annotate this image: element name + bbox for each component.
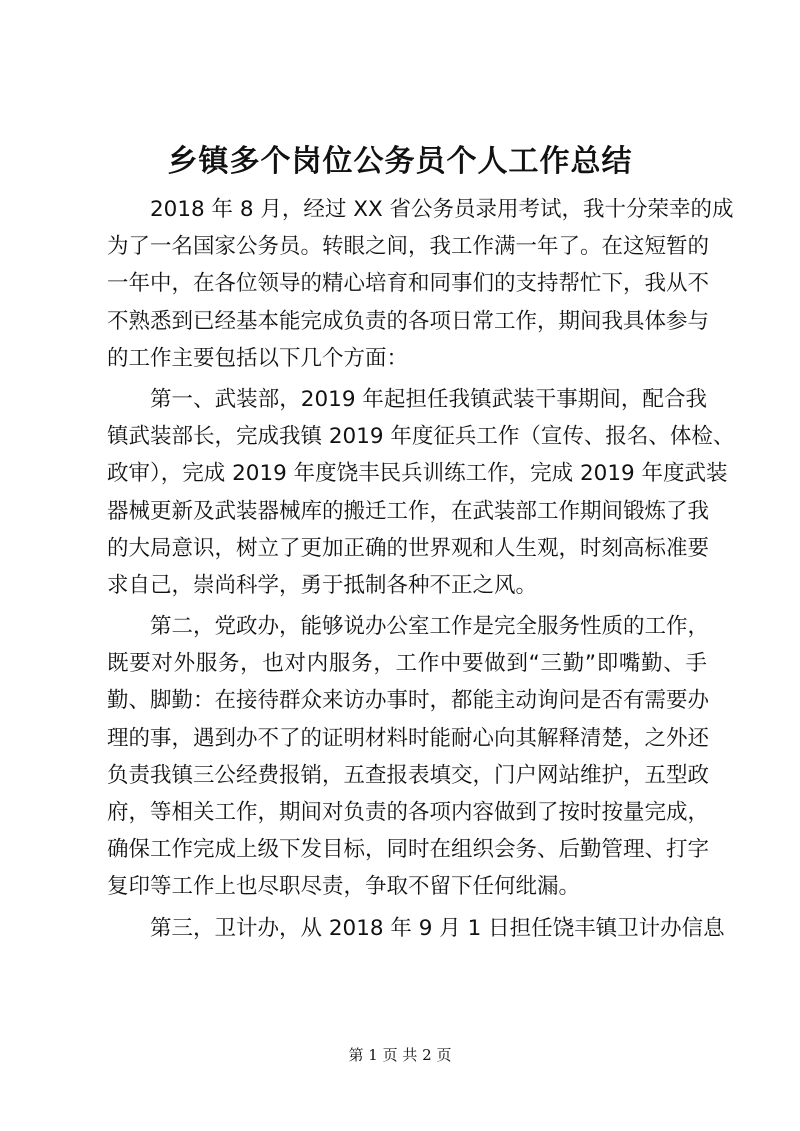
paragraph-2-line-5: 的大局意识，树立了更加正确的世界观和人生观，时刻高标准要 (107, 535, 710, 561)
paragraph-3-line-6: 府，等相关工作，期间对负责的各项内容做到了按时按量完成， (107, 800, 710, 825)
paragraph-2-line-2: 镇武装部长，完成我镇 2019 年度征兵工作（宣传、报名、体检、 (107, 424, 735, 450)
paragraph-3-line-3: 勤、脚勤：在接待群众来访办事时，都能主动询问是否有需要办 (107, 688, 710, 714)
paragraph-3-line-4: 理的事，遇到办不了的证明材料时能耐心向其解释清楚，之外还 (107, 725, 710, 751)
paragraph-3-line-5: 负责我镇三公经费报销，五查报表填交，门户网站维护，五型政 (107, 762, 710, 788)
paragraph-3-line-1: 第二，党政办，能够说办公室工作是完全服务性质的工作， (150, 614, 710, 640)
document-body (107, 191, 735, 947)
paragraph-1-line-1: 2018 年 8 月，经过 XX 省公务员录用考试，我十分荣幸的成 (150, 197, 734, 222)
paragraph-2-line-6: 求自己，崇尚科学，勇于抵制各种不正之风。 (107, 572, 538, 598)
paragraph-1-line-5: 的工作主要包括以下几个方面： (107, 345, 409, 371)
paragraph-3-line-7: 确保工作完成上级下发目标，同时在组织会务、后勤管理、打字 (107, 837, 710, 863)
page-footer: 第 1 页 共 2 页 (348, 1046, 452, 1064)
paragraph-2-line-3: 政审），完成 2019 年度饶丰民兵训练工作，完成 2019 年度武装 (107, 461, 728, 487)
paragraph-2-line-4: 器械更新及武装器械库的搬迁工作，在武装部工作期间锻炼了我 (107, 498, 710, 524)
paragraph-4-line-1: 第三，卫计办，从 2018 年 9 月 1 日担任饶丰镇卫计办信息 (150, 915, 725, 941)
document-title: 乡镇多个岗位公务员个人工作总结 (167, 144, 633, 179)
paragraph-1-line-2: 为了一名国家公务员。转眼之间，我工作满一年了。在这短暂的 (107, 234, 710, 260)
paragraph-1-line-4: 不熟悉到已经基本能完成负责的各项日常工作，期间我具体参与 (107, 308, 710, 334)
paragraph-3-line-8: 复印等工作上也尽职尽责，争取不留下任何纰漏。 (107, 874, 581, 900)
paragraph-3-line-2: 既要对外服务，也对内服务，工作中要做到“三勤”即嘴勤、手 (107, 651, 707, 677)
paragraph-2-line-1: 第一、武装部，2019 年起担任我镇武装干事期间，配合我 (150, 386, 707, 412)
paragraph-1-line-3: 一年中，在各位领导的精心培育和同事们的支持帮忙下，我从不 (107, 271, 710, 297)
